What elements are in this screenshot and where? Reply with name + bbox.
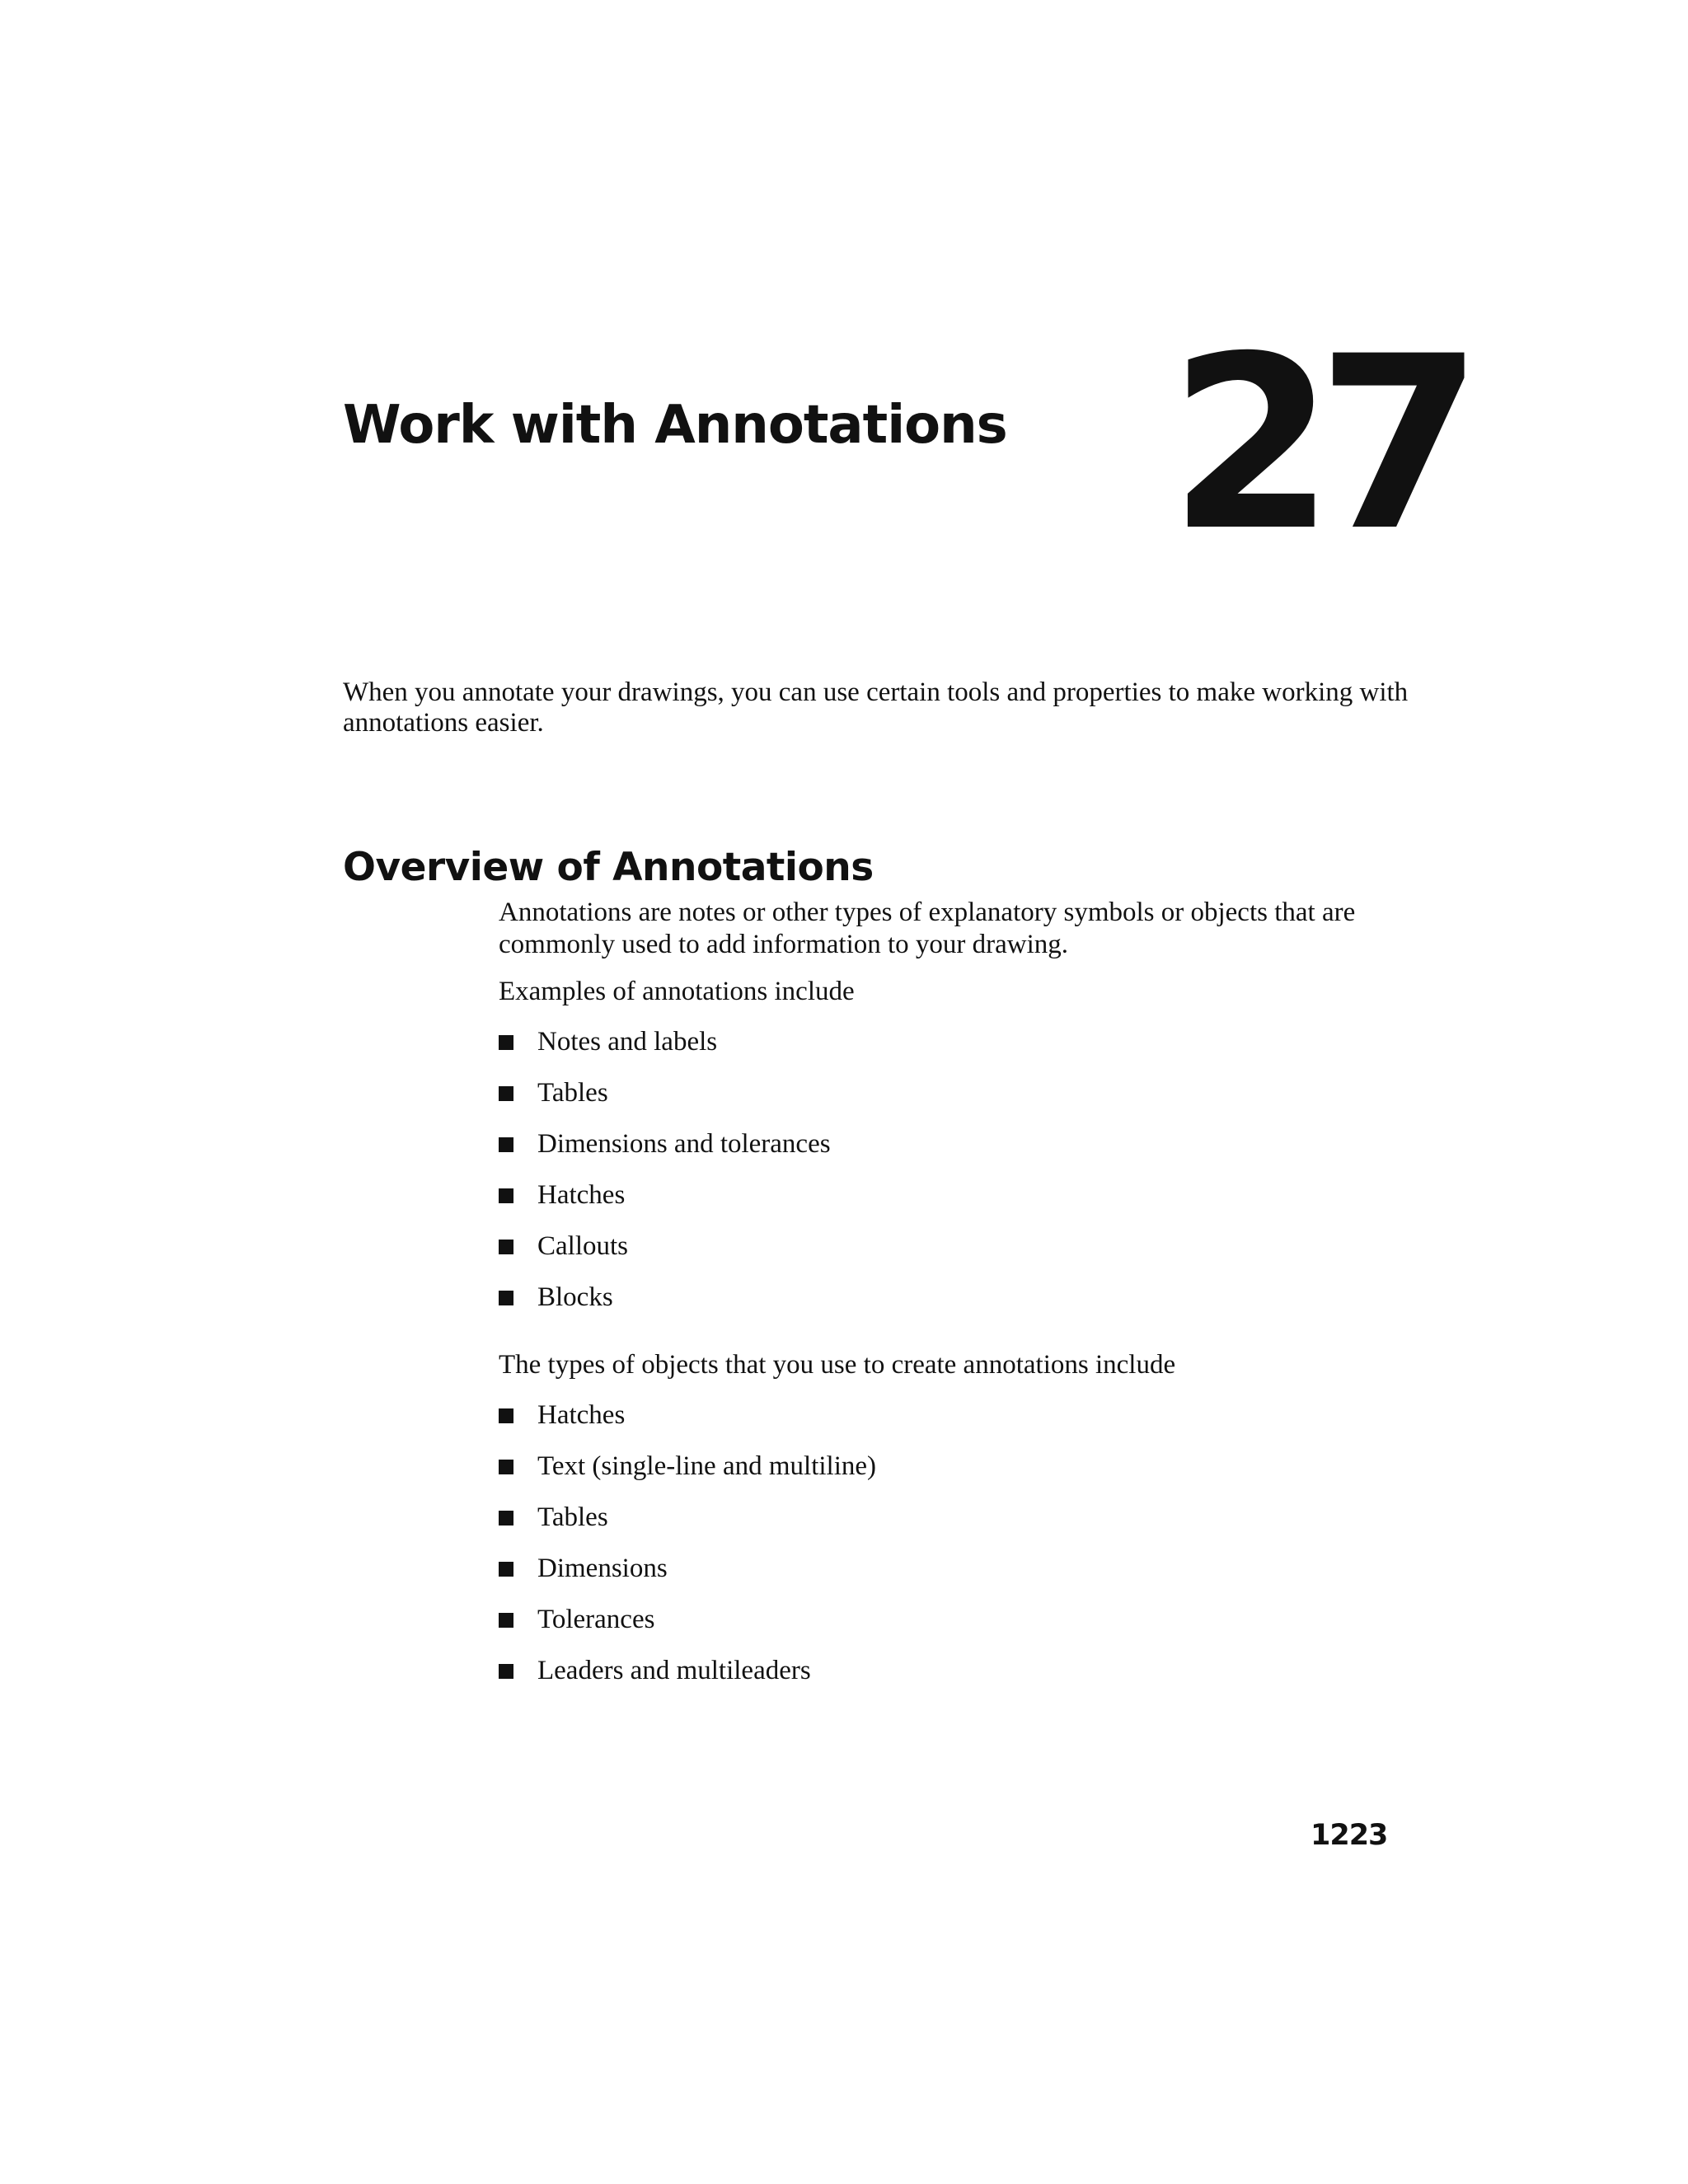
list-item xyxy=(499,1553,1414,1604)
list-item-text: Hatches xyxy=(537,1400,626,1430)
examples-intro: Examples of annotations include xyxy=(499,977,855,1006)
types-intro: The types of objects that you use to create annotations include xyxy=(499,1350,1176,1380)
square-bullet-icon xyxy=(499,1408,513,1423)
list-item xyxy=(499,1026,1414,1077)
list-item xyxy=(499,1077,1414,1128)
list-item-text: Hatches xyxy=(537,1180,626,1210)
overview-paragraph: Annotations are notes or other types of explanatory symbols or objects that are commonly used to add information to your drawing. xyxy=(499,898,1356,959)
list-item xyxy=(499,1604,1414,1655)
list-item-text: Notes and labels xyxy=(537,1027,718,1057)
square-bullet-icon xyxy=(499,1664,513,1679)
examples-list xyxy=(499,1026,1414,1333)
square-bullet-icon xyxy=(499,1240,513,1254)
intro-paragraph: When you annotate your drawings, you can use certain tools and properties to make working with annotations easier. xyxy=(343,677,1409,738)
list-item xyxy=(499,1230,1414,1282)
square-bullet-icon xyxy=(499,1137,513,1152)
square-bullet-icon xyxy=(499,1562,513,1577)
list-item-text: Tolerances xyxy=(537,1605,655,1634)
list-item-text: Callouts xyxy=(537,1231,629,1261)
square-bullet-icon xyxy=(499,1086,513,1101)
square-bullet-icon xyxy=(499,1291,513,1305)
list-item-text: Dimensions and tolerances xyxy=(537,1129,831,1159)
list-item xyxy=(499,1179,1414,1230)
list-item xyxy=(499,1399,1414,1451)
list-item-text: Text (single-line and multiline) xyxy=(537,1451,877,1481)
list-item xyxy=(499,1128,1414,1179)
list-item xyxy=(499,1655,1414,1706)
chapter-number: 27 xyxy=(1169,306,1465,583)
section-heading: Overview of Annotations xyxy=(343,845,874,890)
list-item xyxy=(499,1502,1414,1553)
list-item-text: Tables xyxy=(537,1502,608,1532)
page-number: 1223 xyxy=(1311,1819,1388,1852)
list-item xyxy=(499,1451,1414,1502)
list-item-text: Tables xyxy=(537,1078,608,1108)
list-item-text: Leaders and multileaders xyxy=(537,1656,811,1685)
square-bullet-icon xyxy=(499,1613,513,1628)
section-body xyxy=(499,897,1414,1706)
types-list xyxy=(499,1399,1414,1706)
list-item xyxy=(499,1282,1414,1333)
chapter-title: Work with Annotations xyxy=(343,395,1007,456)
square-bullet-icon xyxy=(499,1511,513,1526)
list-item-text: Blocks xyxy=(537,1282,613,1312)
list-item-text: Dimensions xyxy=(537,1554,668,1583)
square-bullet-icon xyxy=(499,1188,513,1203)
square-bullet-icon xyxy=(499,1460,513,1474)
square-bullet-icon xyxy=(499,1035,513,1050)
